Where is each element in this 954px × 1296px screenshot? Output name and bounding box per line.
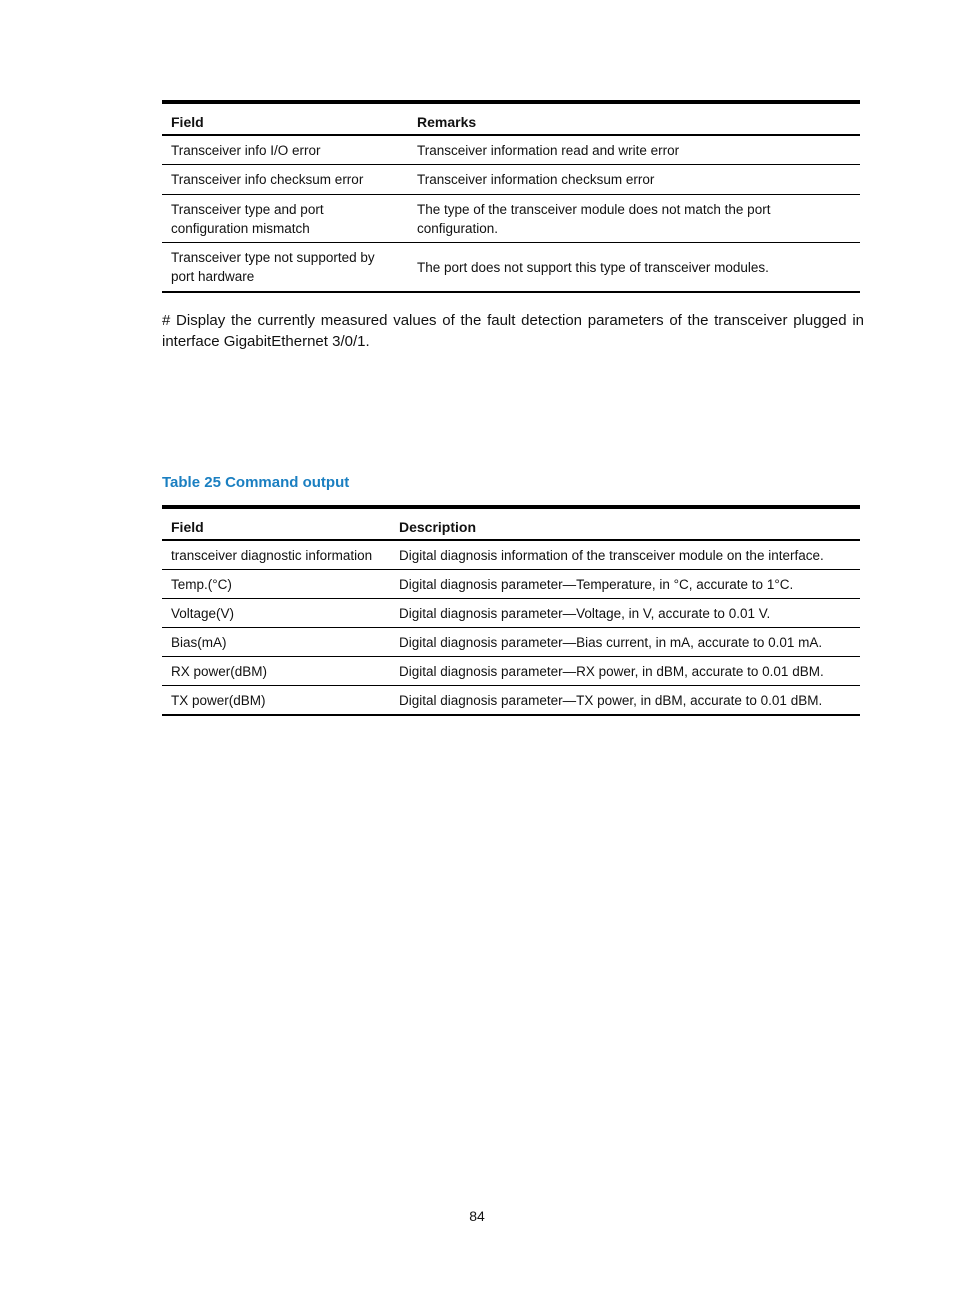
field-cell: Transceiver type and port configuration mismatch [162, 195, 408, 243]
table-row [162, 243, 860, 293]
field-cell: TX power(dBM) [162, 686, 390, 716]
field-cell: Voltage(V) [162, 599, 390, 628]
description-cell: Digital diagnosis parameter—TX power, in dBM, accurate to 0.01 dBM. [390, 686, 860, 716]
remarks-cell: The type of the transceiver module does not match the port configuration. [408, 195, 860, 243]
table-header-row [162, 102, 860, 135]
remarks-cell: Transceiver information read and write error [408, 135, 860, 165]
remarks-table [162, 100, 860, 293]
header-description: Description [390, 507, 860, 540]
field-cell: transceiver diagnostic information [162, 540, 390, 570]
description-cell: Digital diagnosis parameter—Bias current, in mA, accurate to 0.01 mA. [390, 628, 860, 657]
header-field: Field [162, 102, 408, 135]
description-cell: Digital diagnosis information of the transceiver module on the interface. [390, 540, 860, 570]
description-cell: Digital diagnosis parameter—Voltage, in V, accurate to 0.01 V. [390, 599, 860, 628]
description-cell: Digital diagnosis parameter—RX power, in dBM, accurate to 0.01 dBM. [390, 657, 860, 686]
table-caption: Table 25 Command output [162, 474, 350, 491]
table-row [162, 570, 860, 599]
table-row [162, 657, 860, 686]
field-cell: Transceiver info I/O error [162, 135, 408, 165]
field-cell: Transceiver type not supported by port hardware [162, 243, 408, 293]
field-cell: Transceiver info checksum error [162, 165, 408, 195]
table-row [162, 599, 860, 628]
table-row [162, 540, 860, 570]
table-row [162, 686, 860, 716]
table-row [162, 628, 860, 657]
page-number: 84 [469, 1208, 485, 1224]
command-output-table [162, 505, 860, 716]
description-cell: Digital diagnosis parameter—Temperature, in °C, accurate to 1°C. [390, 570, 860, 599]
field-cell: RX power(dBM) [162, 657, 390, 686]
header-remarks: Remarks [408, 102, 860, 135]
field-cell: Temp.(°C) [162, 570, 390, 599]
field-cell: Bias(mA) [162, 628, 390, 657]
table-row [162, 135, 860, 165]
table-row [162, 195, 860, 243]
remarks-cell: The port does not support this type of transceiver modules. [408, 243, 860, 293]
table-header-row [162, 507, 860, 540]
body-paragraph: # Display the currently measured values of the fault detection parameters of the transceiver plugged in interface GigabitEthernet 3/0/1. [162, 312, 864, 350]
header-field: Field [162, 507, 390, 540]
table-row [162, 165, 860, 195]
remarks-cell: Transceiver information checksum error [408, 165, 860, 195]
